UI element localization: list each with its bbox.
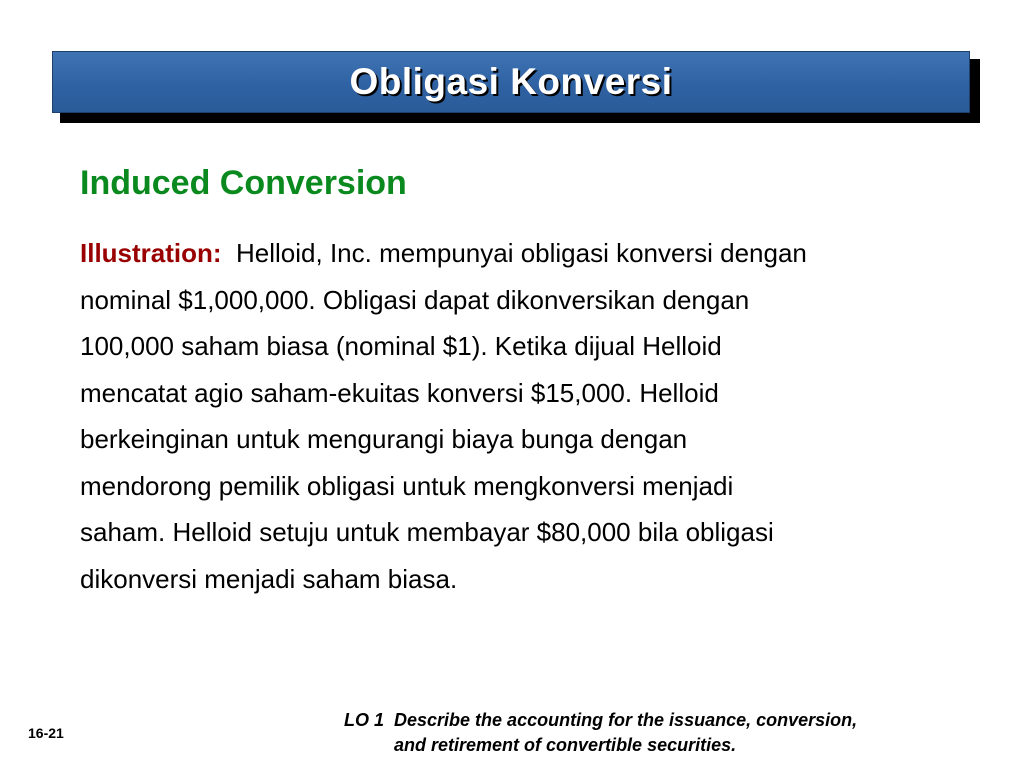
body-line-4: mencatat agio saham-ekuitas konversi $15,000. Helloid [80, 377, 719, 408]
illustration-paragraph [80, 230, 960, 602]
learning-objective-description [394, 708, 857, 758]
section-heading: Induced Conversion [80, 164, 407, 202]
body-line-6: mendorong pemilik obligasi untuk mengkonversi menjadi [80, 470, 734, 501]
body-line-5: berkeinginan untuk mengurangi biaya bunga dengan [80, 424, 688, 454]
learning-objective-label: LO 1 [344, 710, 385, 730]
body-line-1 [80, 230, 960, 277]
body-line-7: saham. Helloid setuju untuk membayar $80,000 bila obligasi [80, 517, 774, 547]
illustration-label: Illustration: [80, 238, 222, 268]
slide-title: Obligasi Konversi [349, 61, 673, 102]
body-line-2: nominal $1,000,000. Obligasi dapat dikonversikan dengan [80, 284, 750, 315]
body-line-8: dikonversi menjadi saham biasa. [80, 563, 458, 594]
title-banner [52, 51, 970, 113]
body-line-3: 100,000 saham biasa (nominal $1). Ketika dijual Helloid [80, 331, 722, 361]
slide-number: 16-21 [28, 725, 64, 741]
learning-objective [344, 708, 1004, 758]
learning-objective-line-2: and retirement of convertible securities. [394, 735, 737, 755]
learning-objective-line-1: Describe the accounting for the issuance, conversion, [394, 710, 858, 730]
body-line-1-text: Helloid, Inc. mempunyai obligasi konversi dengan [236, 238, 807, 268]
